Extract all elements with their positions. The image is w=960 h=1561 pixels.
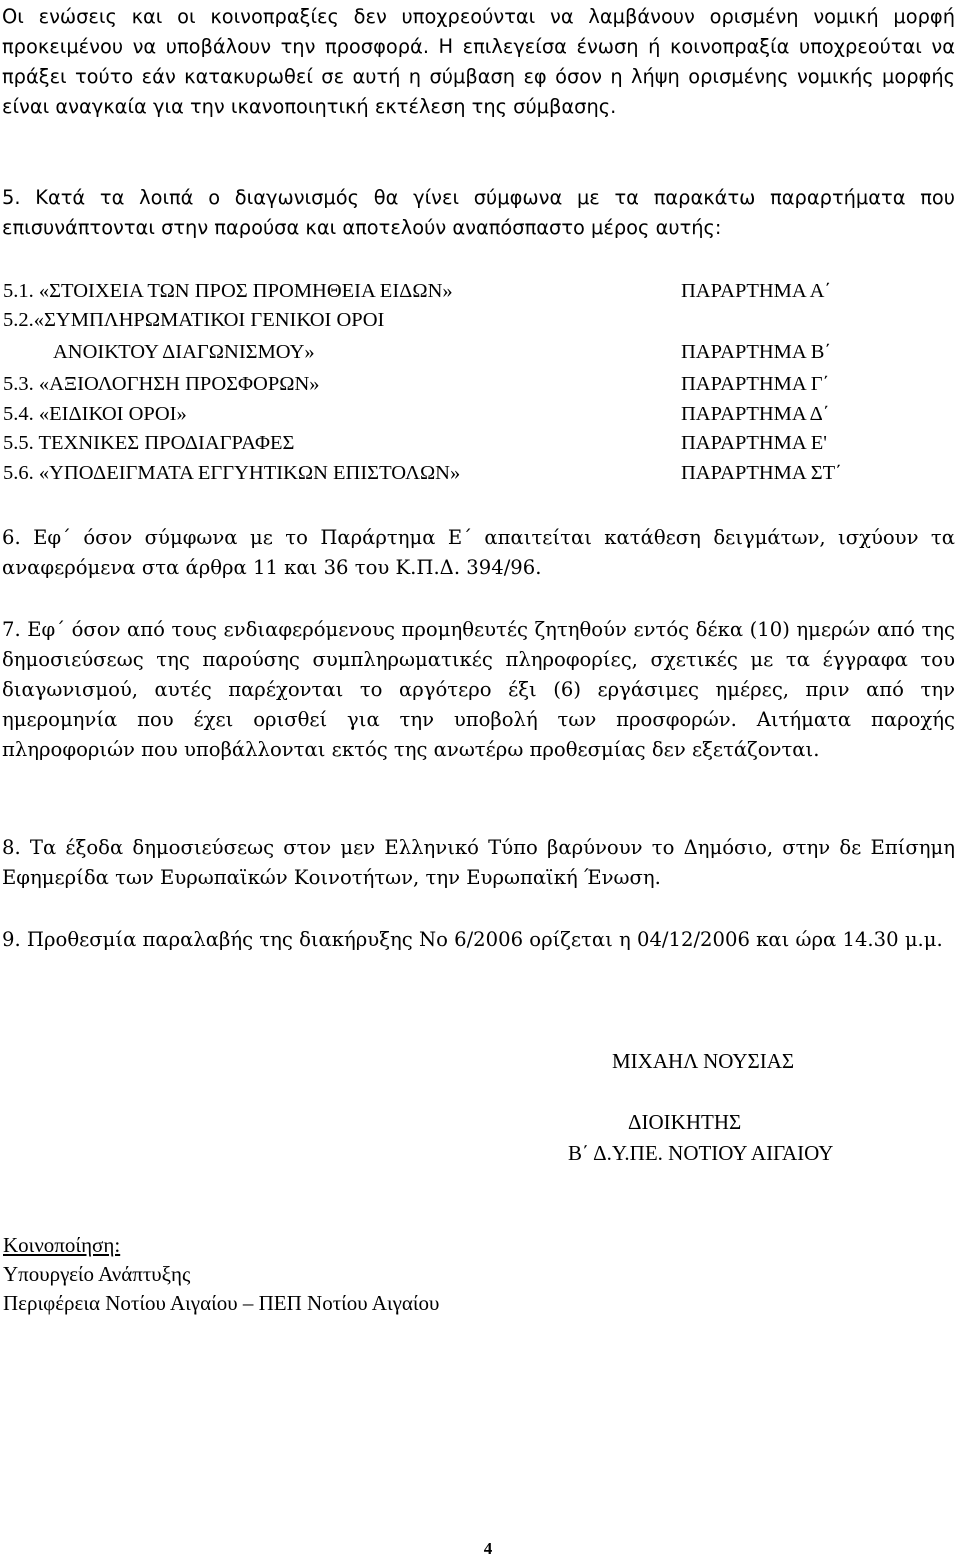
annex-row [3, 459, 953, 487]
annex-title: 5.3. «ΑΞΙΟΛΟΓΗΣΗ ΠΡΟΣΦΟΡΩΝ» [3, 373, 320, 395]
section-5-paragraph: 5. Κατά τα λοιπά ο διαγωνισμός θα γίνει σύμφωνα με τα παρακάτω παραρτήματα που επισυνάπτονται στην παρούσα και αποτελούν αναπόσπαστο μέρος αυτής: [2, 186, 955, 239]
annex-row [3, 400, 953, 428]
annex-label: ΠΑΡΑΡΤΗΜΑ Δ΄ [681, 403, 830, 425]
annex-title: 5.2.«ΣΥΜΠΛΗΡΩΜΑΤΙΚΟΙ ΓΕΝΙΚΟΙ ΟΡΟΙ [3, 309, 385, 331]
annex-row [3, 306, 953, 334]
annex-row [3, 429, 953, 457]
cc-label: Κοινοποίηση: [3, 1233, 121, 1257]
cc-recipient: Υπουργείο Ανάπτυξης [3, 1262, 191, 1286]
signatory-title: ΔΙΟΙΚΗΤΗΣ [628, 1110, 742, 1134]
signatory-name: ΜΙΧΑΗΛ ΝΟΥΣΙΑΣ [612, 1049, 795, 1073]
annex-label: ΠΑΡΑΡΤΗΜΑ ΣΤ΄ [681, 462, 842, 484]
annex-title: ΑΝΟΙΚΤΟΥ ΔΙΑΓΩΝΙΣΜΟΥ» [53, 341, 315, 363]
section-8-paragraph: 8. Τα έξοδα δημοσιεύσεως στον μεν Ελληνικό Τύπο βαρύνουν το Δημόσιο, στην δε Επίσημη Εφημερίδα των Ευρωπαϊκών Κοινοτήτων, την Ευρωπαϊκή Ένωση. [2, 836, 955, 889]
annex-row [3, 338, 953, 366]
signatory-organization: Β΄ Δ.Υ.ΠΕ. ΝΟΤΙΟΥ ΑΙΓΑΙΟΥ [568, 1141, 834, 1165]
annex-title: 5.1. «ΣΤΟΙΧΕΙΑ ΤΩΝ ΠΡΟΣ ΠΡΟΜΗΘΕΙΑ ΕΙΔΩΝ» [3, 280, 453, 302]
annex-row [3, 370, 953, 398]
annex-title: 5.5. ΤΕΧΝΙΚΕΣ ΠΡΟΔΙΑΓΡΑΦΕΣ [3, 432, 295, 454]
annex-label: ΠΑΡΑΡΤΗΜΑ Ε' [681, 432, 827, 454]
section-6-paragraph: 6. Εφ΄ όσον σύμφωνα με το Παράρτημα Ε΄ απαιτείται κατάθεση δειγμάτων, ισχύουν τα αναφερόμενα στα άρθρα 11 και 36 του Κ.Π.Δ. 394/96. [2, 526, 955, 579]
annex-label: ΠΑΡΑΡΤΗΜΑ Β΄ [681, 341, 832, 363]
cc-recipient: Περιφέρεια Νοτίου Αιγαίου – ΠΕΠ Νοτίου Αιγαίου [3, 1291, 440, 1315]
page-number: 4 [483, 1539, 493, 1558]
section-7-paragraph: 7. Εφ΄ όσον από τους ενδιαφερόμενους προμηθευτές ζητηθούν εντός δέκα (10) ημερών από της δημοσιεύσεως της παρούσης συμπληρωματικές πληροφορίες, σχετικές με τα έγγραφα του διαγωνισμού, αυτές παρέχονται το αργότερο έξι (6) εργάσιμες ημέρες, πριν από την ημερομηνία που έχει ορισθεί για την υποβολή των προσφορών. Αιτήματα παροχής πληροφοριών που υποβάλλονται εκτός της ανωτέρω προθεσμίας δεν εξετάζονται. [2, 618, 955, 761]
annex-title: 5.6. «ΥΠΟΔΕΙΓΜΑΤΑ ΕΓΓΥΗΤΙΚΩΝ ΕΠΙΣΤΟΛΩΝ» [3, 462, 461, 484]
annex-row [3, 277, 953, 305]
section-9-paragraph: 9. Προθεσμία παραλαβής της διακήρυξης Νο 6/2006 ορίζεται η 04/12/2006 και ώρα 14.30 μ.μ. [2, 928, 943, 951]
annex-label: ΠΑΡΑΡΤΗΜΑ Α΄ [681, 280, 832, 302]
intro-paragraph: Οι ενώσεις και οι κοινοπραξίες δεν υποχρεούνται να λαμβάνουν ορισμένη νομική μορφή προκειμένου να υποβάλουν την προσφορά. Η επιλεγείσα ένωση ή κοινοπραξία υποχρεούται να πράξει τούτο εάν κατακυρωθεί σε αυτή η σύμβαση εφ όσον η λήψη ορισμένης νομικής μορφής είναι αναγκαία για την ικανοποιητική εκτέλεση της σύμβασης. [2, 5, 955, 118]
annex-title: 5.4. «ΕΙΔΙΚΟΙ ΟΡΟΙ» [3, 403, 187, 425]
annex-label: ΠΑΡΑΡΤΗΜΑ Γ΄ [681, 373, 830, 395]
